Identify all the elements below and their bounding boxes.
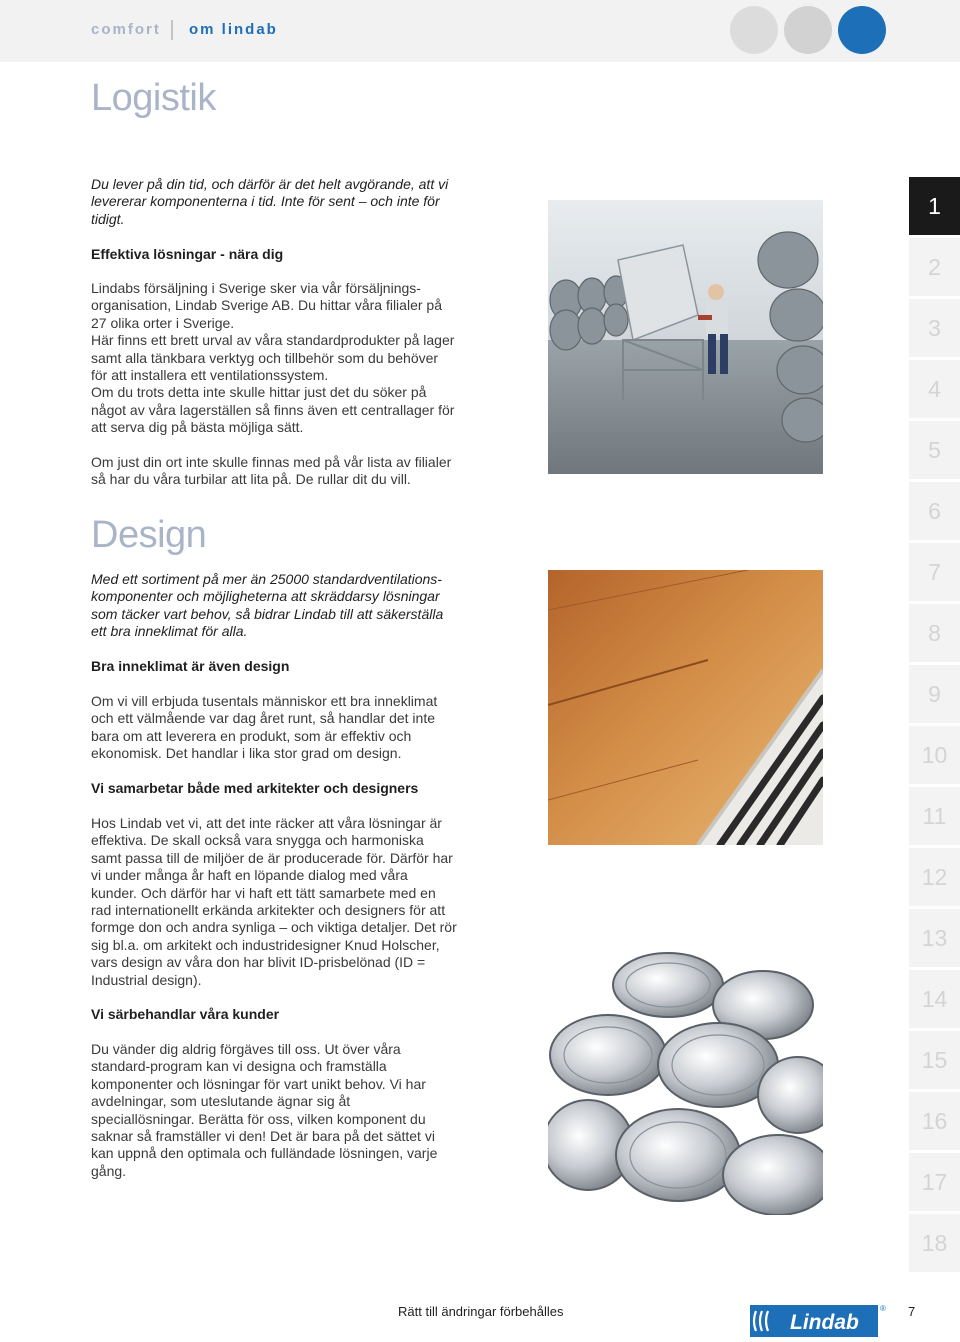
chapter-tab-9[interactable]: 9 <box>909 665 960 723</box>
chapter-tab-13[interactable]: 13 <box>909 909 960 967</box>
ceiling-diffuser-photo <box>548 570 823 845</box>
chapter-tab-5[interactable]: 5 <box>909 421 960 479</box>
breadcrumb-divider <box>171 20 173 40</box>
logistik-paragraph-1: Lindabs försäljning i Sverige sker via vår försäljnings-organisation, Lindab Sverige AB. Du hittar våra filialer på 27 olika orter i Sverige. <box>91 280 442 331</box>
design-body-2: Hos Lindab vet vi, att det inte räcker att våra lösningar är effektiva. De skall också vara snygga och harmoniska samt passa till de miljöer de är producerade för. Därför har vi under många år haft en löpande dialog med våra kunder. Och därför har vi haft ett tätt samarbete med en rad internationellt erkända arkitekter och designers för att formge don och andra synliga – och viktiga detaljer. Det rör sig bl.a. om arkitekt och industridesigner Knud Holscher, vars design av våra don har blivit ID-prisbelönad (ID = Industrial design). <box>91 815 457 988</box>
footer-notice: Rätt till ändringar förbehålles <box>398 1304 564 1319</box>
logistik-intro: Du lever på din tid, och därför är det helt avgörande, att vi levererar komponenterna i tid. Inte för sent – och inte för tidigt. <box>91 176 449 227</box>
chapter-tabs <box>909 177 960 1275</box>
chapter-tab-15[interactable]: 15 <box>909 1031 960 1089</box>
logistik-body <box>91 280 457 488</box>
logistik-paragraph-4: Om just din ort inte skulle finnas med på vår lista av filialer så har du våra turbilar att lita på. De rullar dit du vill. <box>91 453 452 488</box>
header-bar <box>0 0 960 62</box>
lindab-logo <box>750 1305 878 1337</box>
section-title-logistik: Logistik <box>91 77 216 119</box>
chapter-tab-17[interactable]: 17 <box>909 1153 960 1211</box>
chapter-tab-18[interactable]: 18 <box>909 1214 960 1272</box>
chapter-tab-8[interactable]: 8 <box>909 604 960 662</box>
logistik-paragraph-2: Här finns ett brett urval av våra standardprodukter på lager samt alla tänkbara verktyg och tillbehör som du behöver för att installera ett ventilationssystem. <box>91 332 455 384</box>
section-title-design: Design <box>91 514 207 556</box>
breadcrumb-om-lindab[interactable]: om lindab <box>189 21 278 38</box>
chapter-tab-7[interactable]: 7 <box>909 543 960 601</box>
design-subhead-1: Bra inneklimat är även design <box>91 658 290 674</box>
chapter-tab-6[interactable]: 6 <box>909 482 960 540</box>
chapter-tab-10[interactable]: 10 <box>909 726 960 784</box>
chapter-tab-14[interactable]: 14 <box>909 970 960 1028</box>
chapter-tab-11[interactable]: 11 <box>909 787 960 845</box>
warehouse-photo <box>548 200 823 474</box>
chapter-tab-4[interactable]: 4 <box>909 360 960 418</box>
header-circle-3 <box>838 6 886 54</box>
chapter-tab-1[interactable]: 1 <box>909 177 960 235</box>
header-circle-1 <box>730 6 778 54</box>
design-subhead-3: Vi särbehandlar våra kunder <box>91 1006 280 1022</box>
chapter-tab-12[interactable]: 12 <box>909 848 960 906</box>
design-intro: Med ett sortiment på mer än 25000 standardventilations-komponenter och möjligheterna att skräddarsy lösningar som täcker vart behov, så bidrar Lindab till att säkerställa ett bra inneklimat för alla. <box>91 571 444 639</box>
breadcrumb-comfort[interactable]: comfort <box>91 21 161 38</box>
page-number: 7 <box>908 1304 916 1319</box>
logistik-paragraph-3: Om du trots detta inte skulle hittar just det du söker på något av våra lagerställen så finns även ett centrallager för att serva dig på bästa möjliga sätt. <box>91 384 455 436</box>
svg-text:Lindab: Lindab <box>790 1311 859 1334</box>
design-body-3: Du vänder dig aldrig förgäves till oss. Ut över våra standard-program kan vi designa och framställa komponenter och lösningar för vart unikt behov. Vi har avdelningar, som uteslutande ägnar sig åt speciallösningar. Berätta för oss, vilken komponent du saknar så framställer vi den! Det är bara på det sättet vi kan uppnå den optimala och fulländade lösningen, varje gång. <box>91 1041 438 1179</box>
chapter-tab-2[interactable]: 2 <box>909 238 960 296</box>
design-body-1: Om vi vill erbjuda tusentals människor ett bra inneklimat och ett välmående var dag året runt, så handlar det inte bara om att leverera en produkt, som är effektiv och ekonomisk. Det handlar i lika stor grad om design. <box>91 693 438 762</box>
header-circle-2 <box>784 6 832 54</box>
chapter-tab-16[interactable]: 16 <box>909 1092 960 1150</box>
logistik-subhead: Effektiva lösningar - nära dig <box>91 246 284 262</box>
chapter-tab-3[interactable]: 3 <box>909 299 960 357</box>
design-subhead-2: Vi samarbetar både med arkitekter och designers <box>91 780 419 796</box>
duct-fittings-photo <box>548 945 823 1215</box>
registered-mark: ® <box>880 1304 886 1313</box>
